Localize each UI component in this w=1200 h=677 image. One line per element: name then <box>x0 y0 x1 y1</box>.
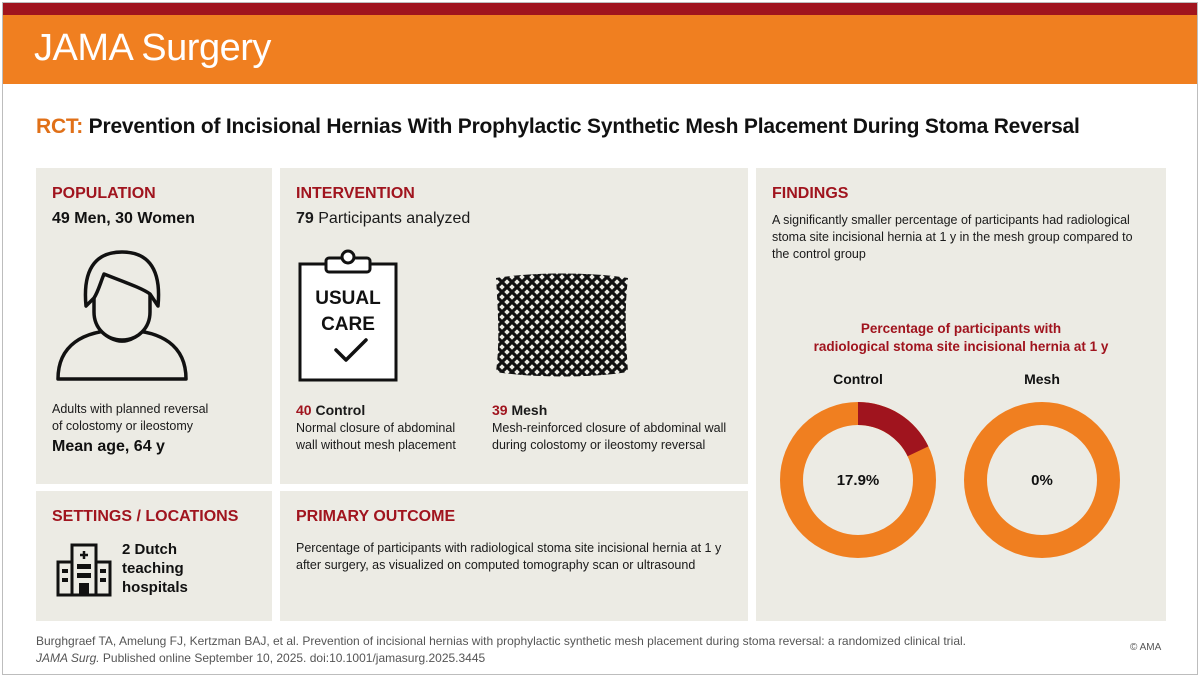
chart-title-line-2: radiological stoma site incisional hernia at 1 y <box>813 339 1109 354</box>
control-group-title <box>296 402 365 418</box>
donut-name-control: Control <box>833 371 883 387</box>
settings-line-1: 2 Dutch <box>122 541 178 558</box>
usual-care-line-1: USUAL <box>315 288 381 309</box>
person-icon <box>52 246 192 384</box>
population-summary: 49 Men, 30 Women <box>52 210 195 227</box>
donut-chart <box>756 393 1166 568</box>
population-desc-1: Adults with planned reversal <box>52 402 209 416</box>
journal-brand: JAMA Surgery <box>34 27 271 69</box>
control-desc-1: Normal closure of abdominal <box>296 421 456 435</box>
findings-desc-2: stoma site incisional hernia at 1 y in the mesh group compared to <box>772 230 1133 244</box>
mesh-group-title <box>492 402 547 418</box>
page-title <box>36 115 1080 139</box>
findings-heading: FINDINGS <box>772 185 849 202</box>
mesh-desc-1: Mesh-reinforced closure of abdominal wall <box>492 421 727 435</box>
settings-line-3: hospitals <box>122 579 188 596</box>
settings-panel <box>36 491 272 621</box>
title-prefix: RCT: <box>36 115 84 138</box>
findings-desc-1: A significantly smaller percentage of participants had radiological <box>772 213 1130 227</box>
title-text: Prevention of Incisional Hernias With Prophylactic Synthetic Mesh Placement During Stoma Reversal <box>83 115 1080 138</box>
citation-line-1: Burghgraef TA, Amelung FJ, Kertzman BAJ, et al. Prevention of incisional hernias with prophylactic synthetic mesh placement during stoma reversal: a randomized clinical trial. <box>36 634 966 648</box>
mesh-desc-2: during colostomy or ileostomy reversal <box>492 438 706 452</box>
population-mean-age: Mean age, 64 y <box>52 438 165 455</box>
chart-title-line-1: Percentage of participants with <box>860 321 1062 336</box>
settings-location-text <box>122 540 188 597</box>
control-label: Control <box>311 402 366 418</box>
donut-value-control: 17.9% <box>836 472 880 489</box>
citation-journal: JAMA Surg. <box>36 651 100 665</box>
mesh-icon <box>492 272 632 378</box>
findings-desc-3: the control group <box>772 247 866 261</box>
usual-care-line-2: CARE <box>321 314 375 335</box>
participants-count: 79 <box>296 210 314 227</box>
donut-value-mesh: 0% <box>1031 472 1053 489</box>
top-accent-bar <box>3 3 1197 15</box>
hospital-icon <box>56 542 112 598</box>
mesh-count: 39 <box>492 402 508 418</box>
control-count: 40 <box>296 402 312 418</box>
citation-details: Published online September 10, 2025. doi:10.1001/jamasurg.2025.3445 <box>99 651 486 665</box>
citation-line-2 <box>36 650 966 667</box>
settings-heading: SETTINGS / LOCATIONS <box>52 508 239 525</box>
population-heading: POPULATION <box>52 185 156 202</box>
usual-care-label <box>298 286 398 338</box>
findings-panel <box>756 168 1166 621</box>
participants-label: Participants analyzed <box>313 210 471 227</box>
outcome-heading: PRIMARY OUTCOME <box>296 508 456 525</box>
outcome-desc-1: Percentage of participants with radiological stoma site incisional hernia at 1 y <box>296 541 722 555</box>
intervention-heading: INTERVENTION <box>296 185 415 202</box>
chart-title <box>756 320 1166 356</box>
participants-analyzed <box>296 210 470 228</box>
population-desc-2: of colostomy or ileostomy <box>52 419 194 433</box>
mesh-label: Mesh <box>507 402 548 418</box>
settings-line-2: teaching <box>122 560 184 577</box>
donut-slice-control <box>858 402 928 456</box>
control-desc-2: wall without mesh placement <box>296 438 456 452</box>
citation <box>36 633 966 667</box>
population-panel <box>36 168 272 484</box>
copyright: © AMA <box>1130 642 1162 653</box>
outcome-desc-2: after surgery, as visualized on computed tomography scan or ultrasound <box>296 558 696 572</box>
intervention-panel <box>280 168 748 484</box>
donut-name-mesh: Mesh <box>1024 371 1060 387</box>
outcome-panel <box>280 491 748 621</box>
